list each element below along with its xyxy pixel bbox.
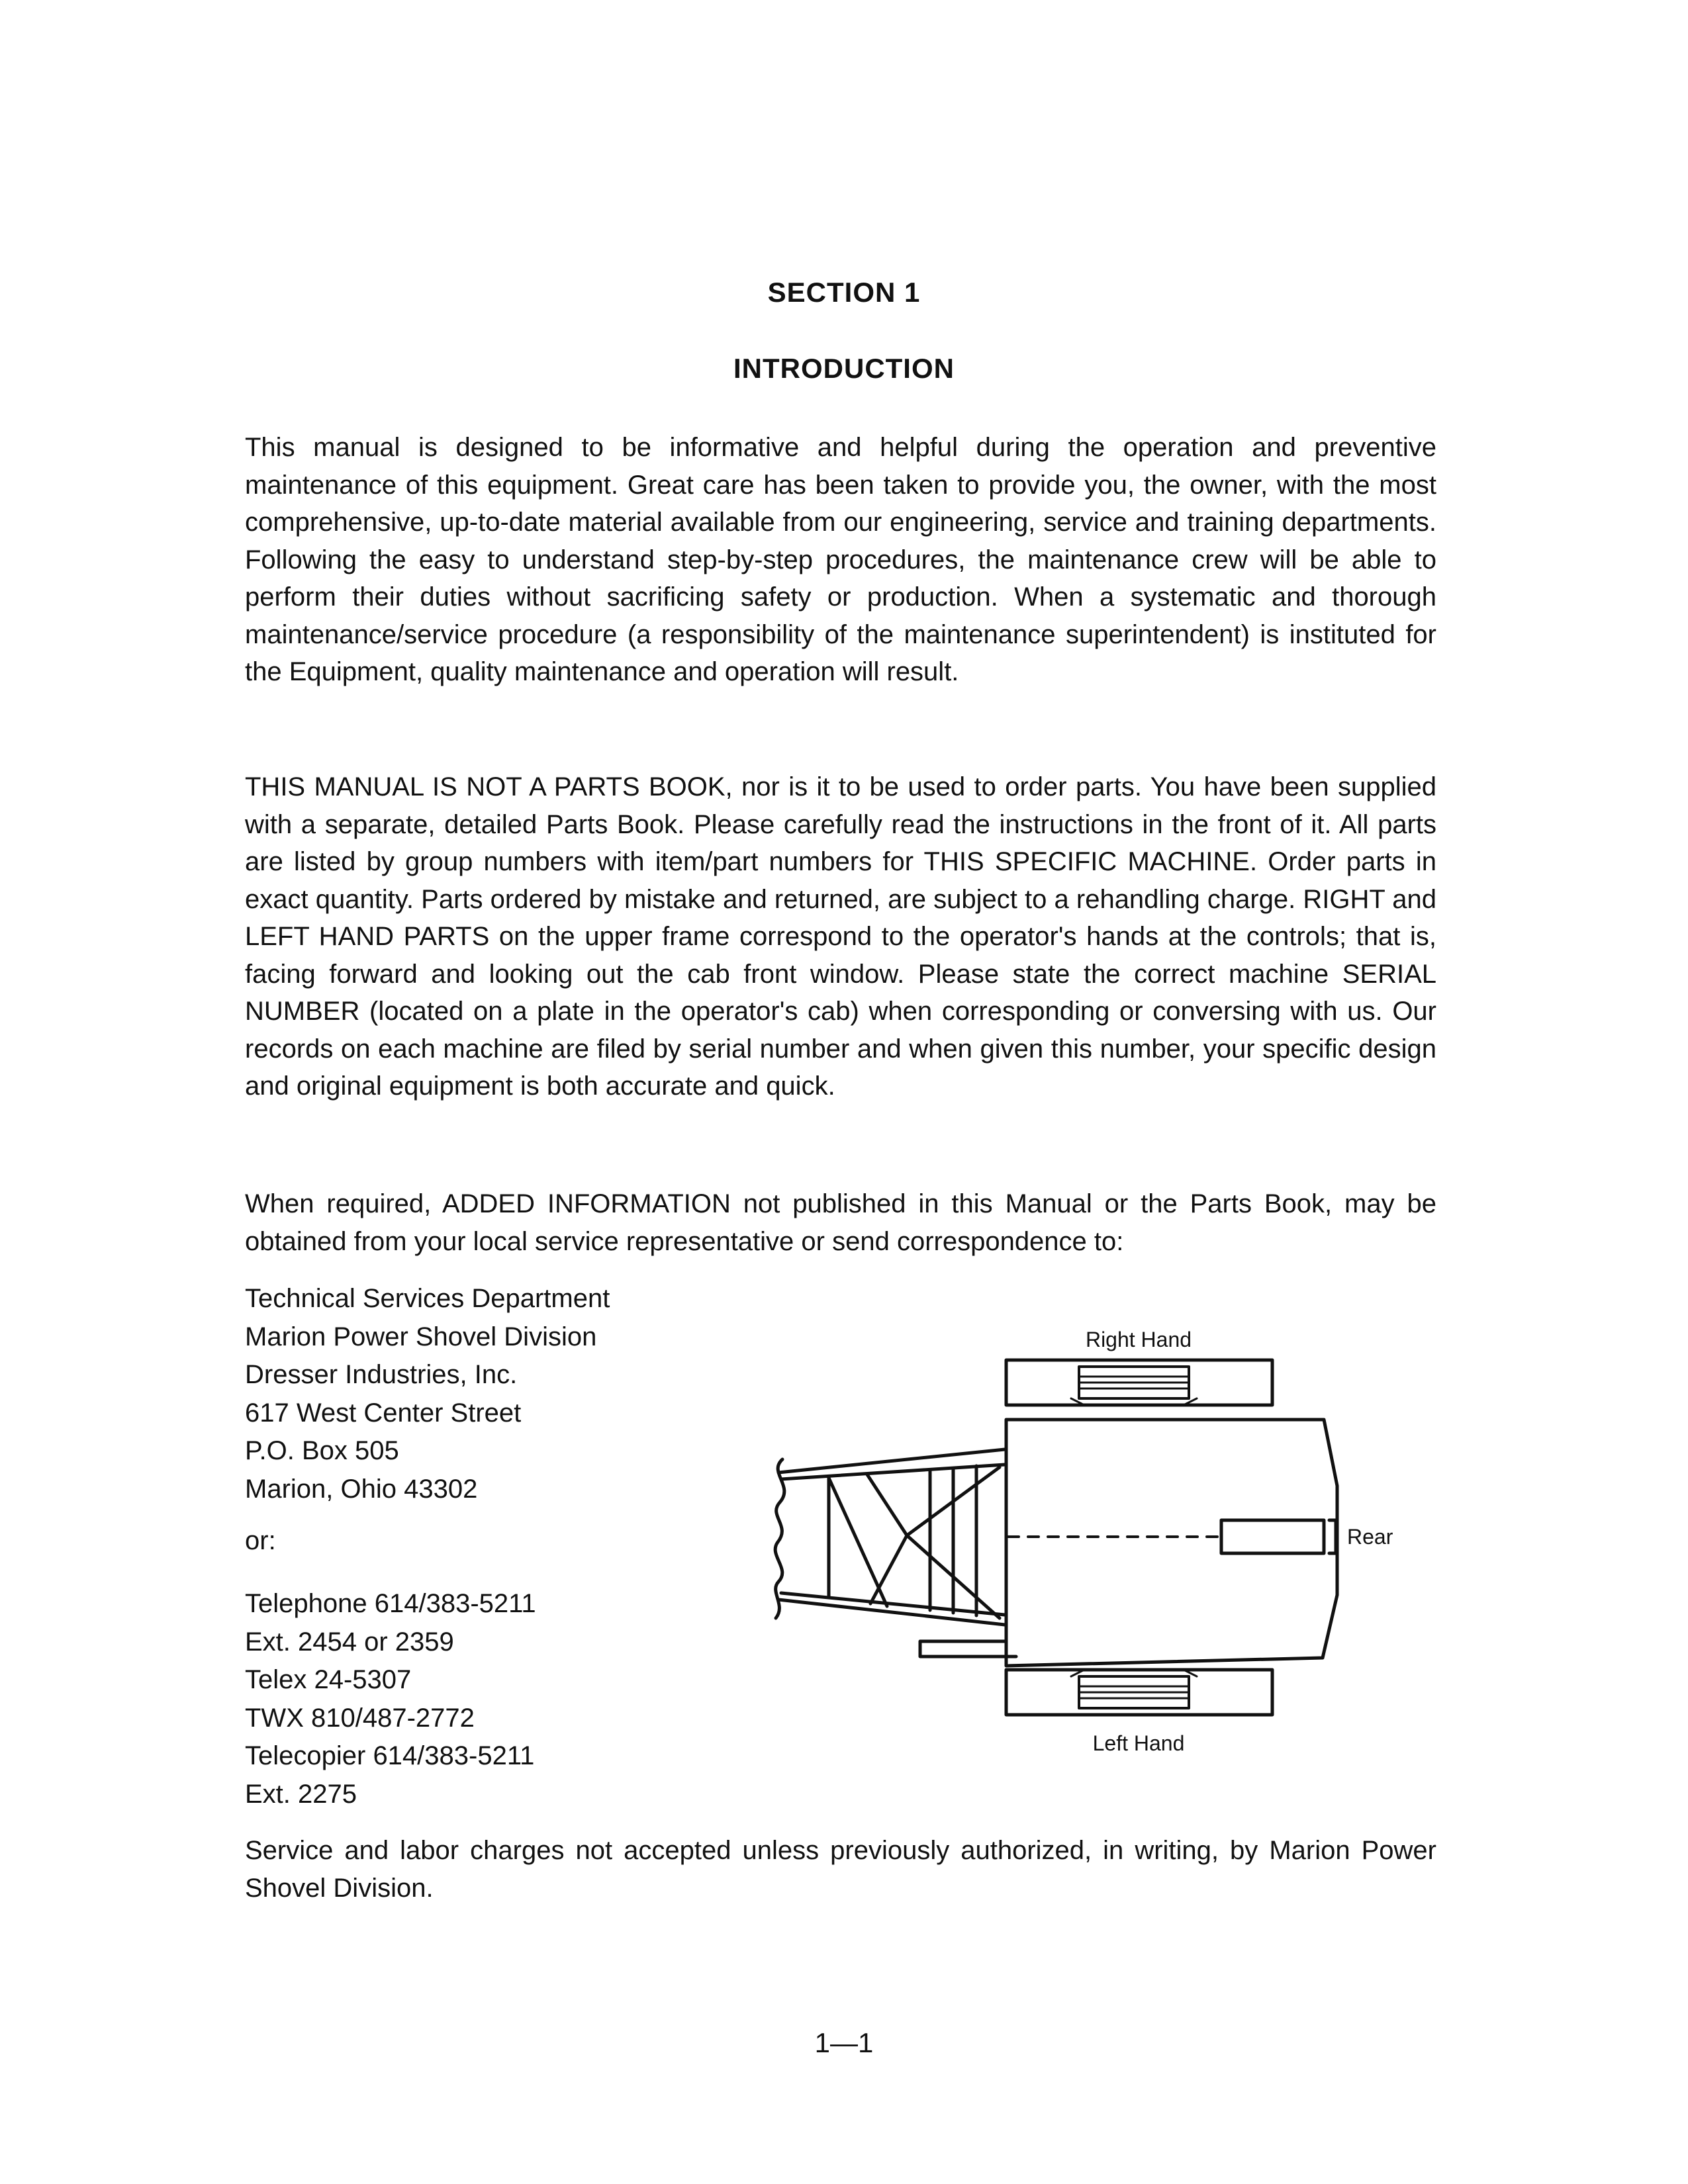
contact-line: Ext. 2454 or 2359 [245, 1627, 454, 1657]
page-title: INTRODUCTION [733, 353, 955, 384]
intro-paragraph: This manual is designed to be informative and helpful during the operation and preventive maintenance of this equipment. Great care has been taken to provide you, the owner, with the most comprehensive, up-to-date material available from our engineering, service and training departments. Following the easy to understand step-by-step procedures, the maintenance crew will be able to perform their duties without sacrificing safety or production. When a systematic and thorough maintenance/service procedure (a responsibility of the maintenance superintendent) is instituted for the Equipment, quality maintenance and operation will result. [245, 433, 1436, 686]
address-line: 617 West Center Street [245, 1398, 522, 1428]
upper-frame-outline [1006, 1420, 1337, 1666]
boom [775, 1449, 1005, 1625]
address-line: P.O. Box 505 [245, 1436, 399, 1465]
contact-line: Telephone 614/383-5211 [245, 1589, 536, 1618]
address-line: Technical Services Department [245, 1284, 610, 1313]
or-label: or: [245, 1526, 276, 1555]
phone-contacts [245, 1585, 748, 1813]
parts-book-paragraph: THIS MANUAL IS NOT A PARTS BOOK, nor is it to be used to order parts. You have been supplied with a separate, detailed Parts Book. Please carefully read the instructions in the front of it. All parts are listed by group numbers with item/part numbers for THIS SPECIFIC MACHINE. Order parts in exact quantity. Parts ordered by mistake and returned, are subject to a rehandling charge. RIGHT and LEFT HAND PARTS on the upper frame correspond to the operator's hands at the controls; that is, facing forward and looking out the cab front window. Please state the correct machine SERIAL NUMBER (located on a plate in the operator's cab) when corresponding or conversing with us. Our records on each machine are filed by serial number and when given this number, your specific design and original equipment is both accurate and quick. [245, 772, 1436, 1101]
contact-line: Telecopier 614/383-5211 [245, 1741, 535, 1770]
closing-paragraph: Service and labor charges not accepted unless previously authorized, in writing, by Marion Power Shovel Division. [245, 1836, 1436, 1903]
counterweight [1221, 1520, 1324, 1553]
right-hand-label: Right Hand [1085, 1328, 1192, 1351]
rear-label: Rear [1347, 1525, 1393, 1549]
contact-line: Telex 24-5307 [245, 1665, 412, 1694]
machine-orientation-diagram [755, 1314, 1430, 1770]
left-crawler-track [1006, 1670, 1272, 1715]
operator-cab [920, 1641, 1016, 1657]
page-number: 1—1 [814, 2027, 874, 2058]
address-line: Dresser Industries, Inc. [245, 1360, 518, 1389]
contact-line: TWX 810/487-2772 [245, 1703, 475, 1733]
right-crawler-track [1006, 1360, 1272, 1405]
contact-line: Ext. 2275 [245, 1779, 357, 1809]
mailing-address [245, 1280, 748, 1508]
address-line: Marion Power Shovel Division [245, 1322, 597, 1351]
left-hand-label: Left Hand [1092, 1731, 1185, 1755]
added-information-paragraph: When required, ADDED INFORMATION not published in this Manual or the Parts Book, may be obtained from your local service representative or send correspondence to: [245, 1189, 1436, 1256]
address-line: Marion, Ohio 43302 [245, 1474, 478, 1504]
section-heading: SECTION 1 [767, 277, 921, 308]
rear-marker [1329, 1520, 1336, 1553]
